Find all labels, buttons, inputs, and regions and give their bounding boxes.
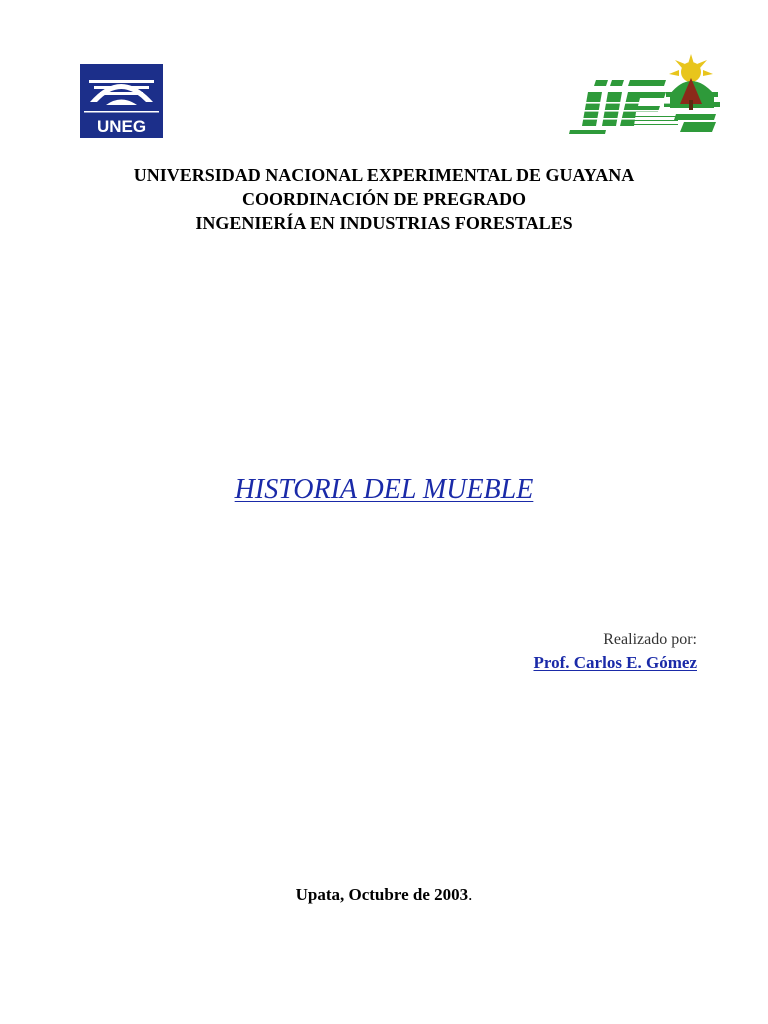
author-label: Realizado por: xyxy=(603,631,697,648)
university-name: UNIVERSIDAD NACIONAL EXPERIMENTAL DE GUAYANA xyxy=(133,165,635,185)
program-name: INGENIERÍA EN INDUSTRIAS FORESTALES xyxy=(195,213,573,233)
coordination-name: COORDINACIÓN DE PREGRADO xyxy=(241,189,526,209)
institution-header xyxy=(0,163,768,235)
author-block xyxy=(533,629,697,675)
uneg-logo xyxy=(80,64,163,138)
uneg-logo-text: UNEG xyxy=(96,117,147,136)
place-date xyxy=(0,883,768,907)
iif-logo xyxy=(566,52,732,138)
author-name[interactable]: Prof. Carlos E. Gómez xyxy=(533,653,697,672)
place-date-text: Upata, Octubre de 2003 xyxy=(295,885,469,904)
document-title[interactable]: HISTORIA DEL MUEBLE xyxy=(234,474,534,505)
place-date-period: . xyxy=(468,885,473,904)
